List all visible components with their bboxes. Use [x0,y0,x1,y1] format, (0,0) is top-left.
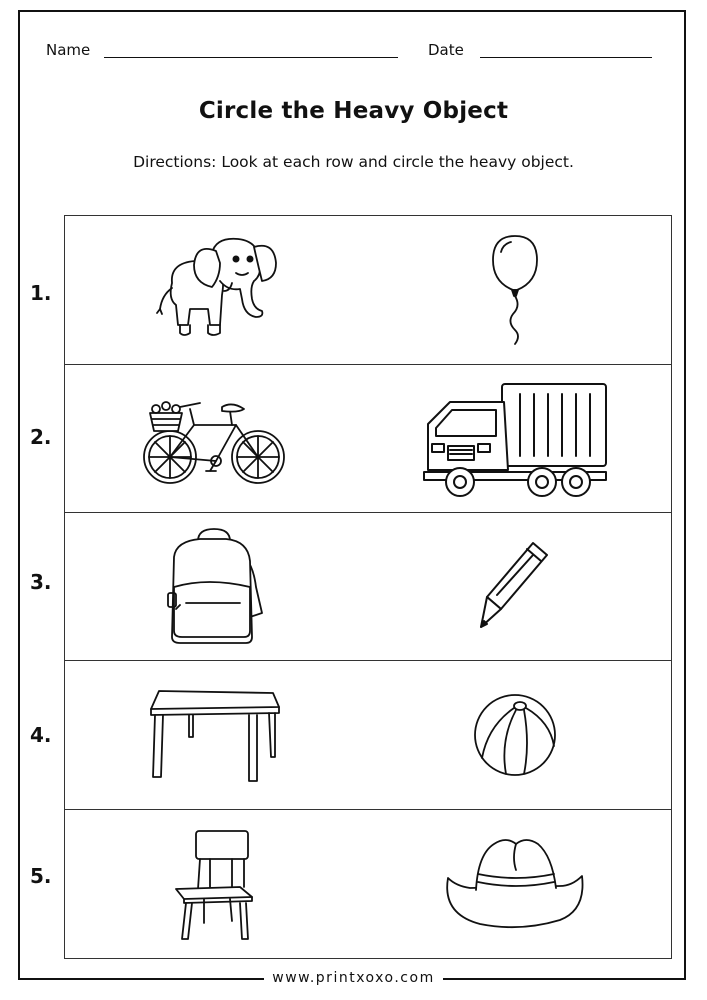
cowboy-hat-icon [440,834,590,934]
chair-icon [170,827,260,942]
row-number-5: 5. [30,864,52,888]
row-number-1: 1. [30,281,52,305]
date-field-line[interactable] [480,57,652,58]
row-4-left-option[interactable] [95,661,335,809]
date-label: Date [428,41,464,59]
directions-text: Directions: Look at each row and circle the heavy object. [133,153,574,171]
worksheet-row-2 [65,365,671,513]
table-icon [145,685,285,785]
name-label: Name [46,41,91,59]
row-2-left-option[interactable] [95,365,335,512]
pencil-icon [475,537,555,637]
beach-ball-icon [470,690,560,780]
row-5-left-option[interactable] [95,810,335,958]
row-2-right-option[interactable] [395,365,635,512]
worksheet-title: Circle the Heavy Object [198,98,509,124]
footer-website-text: www.printxoxo.com [264,970,442,986]
objects-grid [64,215,672,959]
name-date-header [46,40,656,62]
row-number-4: 4. [30,723,52,747]
row-3-right-option[interactable] [395,513,635,660]
worksheet-row-3 [65,513,671,661]
balloon-icon [485,230,545,350]
name-field-line[interactable] [104,57,398,58]
worksheet-row-1 [65,216,671,365]
row-3-left-option[interactable] [95,513,335,660]
footer-website [0,967,707,986]
bicycle-icon [140,389,290,489]
row-1-left-option[interactable] [95,216,335,364]
elephant-icon [150,233,280,348]
row-4-right-option[interactable] [395,661,635,809]
row-1-right-option[interactable] [395,216,635,364]
row-number-2: 2. [30,425,52,449]
worksheet-row-5 [65,810,671,958]
row-number-3: 3. [30,570,52,594]
truck-icon [420,380,610,498]
worksheet-row-4 [65,661,671,810]
backpack-icon [160,527,270,647]
row-5-right-option[interactable] [395,810,635,958]
